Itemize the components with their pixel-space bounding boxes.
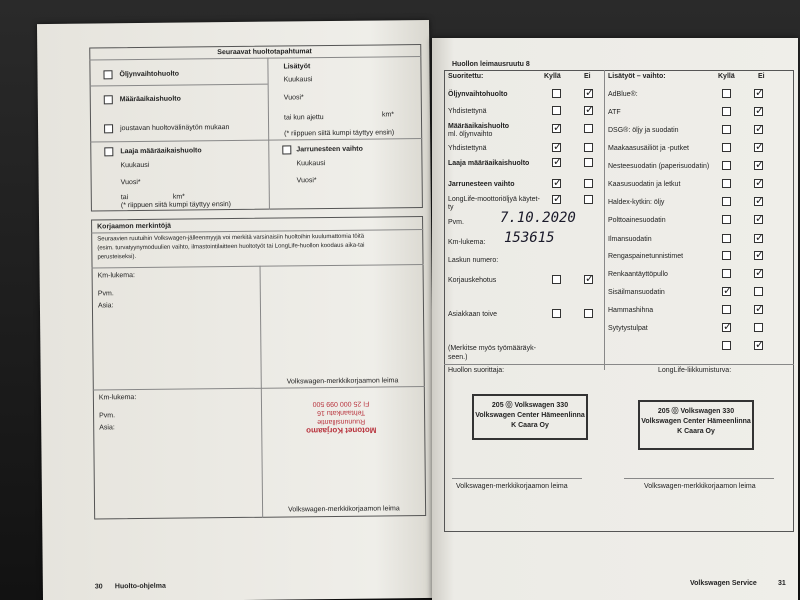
extra-row-label: Rengaspainetunnistimet bbox=[608, 253, 684, 260]
yes-header: Kyllä bbox=[544, 73, 561, 80]
extra-yes-checkbox[interactable] bbox=[722, 323, 731, 332]
vw-logo-icon: ⓪ bbox=[671, 408, 679, 415]
periodic-sub-label: ml. öljynvaihto bbox=[448, 131, 493, 138]
extra-no-checkbox[interactable] bbox=[754, 161, 763, 170]
flex-interval-label: joustavan huoltovälinäytön mukaan bbox=[120, 124, 230, 133]
footer-title-right: Volkswagen Service bbox=[690, 580, 757, 587]
stamp-box-title: Huollon leimausruutu 8 bbox=[452, 61, 530, 68]
extra-yes-checkbox[interactable] bbox=[722, 234, 731, 243]
extra-row-label: Polttoainesuodatin bbox=[608, 217, 666, 224]
extra-row-label: DSG®: öljy ja suodatin bbox=[608, 127, 679, 134]
red-stamp-line: FI 25 000 099 500 bbox=[312, 399, 370, 408]
page-number-right: 31 bbox=[778, 580, 786, 587]
vw-stamp-label: Volkswagen-merkkikorjaamon leima bbox=[456, 483, 568, 490]
service-yes-checkbox[interactable] bbox=[552, 158, 561, 167]
vw-stamp-label: Volkswagen-merkkikorjaamon leima bbox=[286, 377, 399, 386]
service-row-label: Yhdistettynä bbox=[448, 145, 487, 152]
repair-notes-box bbox=[91, 216, 426, 519]
whichever-note: (* riippuen siitä kumpi täyttyy ensin) bbox=[284, 129, 395, 138]
extended-label: Laaja määräaikaishuolto bbox=[120, 147, 202, 156]
extra-row-label: Hammashihna bbox=[608, 307, 654, 314]
service-row-label: Laaja määräaikaishuolto bbox=[448, 160, 530, 167]
section-title: Seuraavat huoltotapahtumat bbox=[217, 48, 312, 57]
extra-row-label: AdBlue®: bbox=[608, 91, 638, 98]
longlife-label: LongLife-moottoriöljyä käytet- bbox=[448, 196, 540, 203]
service-no-checkbox[interactable] bbox=[584, 124, 593, 133]
km-reading-label-2: Km-lukema: bbox=[98, 394, 137, 402]
date-value[interactable]: 7.10.2020 bbox=[500, 210, 576, 226]
service-no-checkbox[interactable] bbox=[584, 106, 593, 115]
repair-remark-yes-checkbox[interactable] bbox=[552, 275, 561, 284]
extra-no-checkbox[interactable] bbox=[754, 323, 763, 332]
extra-no-checkbox[interactable] bbox=[754, 143, 763, 152]
extra-yes-checkbox[interactable] bbox=[722, 197, 731, 206]
stamp-dealer: Volkswagen Center Hämeenlinna bbox=[641, 418, 751, 425]
repair-text-3: perusteiseksi). bbox=[97, 254, 137, 261]
km-reading-label: Km-lukema: bbox=[97, 272, 136, 280]
divider bbox=[452, 478, 582, 479]
performed-label: Suoritettu: bbox=[448, 73, 484, 80]
dealer-stamp-2 bbox=[638, 400, 754, 450]
stamp-brand: Volkswagen bbox=[680, 408, 721, 415]
repair-text-1: Seuraavien ruutuihin Volkswagen-jälleenmyyjä voi merkitä varsinaisiin huoltoihin kuulumattomia töitä bbox=[97, 233, 365, 243]
repair-remark-label: Korjauskehotus bbox=[448, 277, 497, 284]
vw-stamp-label-2: Volkswagen-merkkikorjaamon leima bbox=[288, 505, 400, 514]
extra-row-label: ATF bbox=[608, 109, 621, 116]
vw-stamp-label-2: Volkswagen-merkkikorjaamon leima bbox=[644, 483, 756, 490]
performed-by-label: Huollon suorittaja: bbox=[448, 367, 505, 374]
stamp-line bbox=[640, 407, 752, 417]
red-stamp-line: Tehtaankatu 16 bbox=[317, 408, 366, 417]
extra-yes-checkbox[interactable] bbox=[722, 179, 731, 188]
service-row-label: Yhdistettynä bbox=[448, 108, 487, 115]
service-row-label: Määräaikaishuolto bbox=[448, 123, 510, 130]
customer-request-no-checkbox[interactable] bbox=[584, 309, 593, 318]
no-header-2: Ei bbox=[758, 73, 765, 80]
customer-request-label: Asiakkaan toive bbox=[448, 311, 498, 318]
right-page bbox=[432, 38, 798, 600]
stamp-number: 205 bbox=[657, 408, 670, 415]
extra-yes-checkbox[interactable] bbox=[722, 107, 731, 116]
page-number-left: 30 bbox=[94, 583, 103, 591]
extended-checkbox[interactable] bbox=[104, 147, 113, 156]
red-stamp bbox=[291, 398, 391, 435]
month-label-2: Kuukausi bbox=[120, 161, 150, 170]
extra-yes-checkbox[interactable] bbox=[722, 269, 731, 278]
year-label: Vuosi* bbox=[283, 94, 304, 102]
month-label: Kuukausi bbox=[283, 76, 313, 84]
extra-yes-checkbox[interactable] bbox=[722, 305, 731, 314]
periodic-checkbox[interactable] bbox=[104, 95, 113, 104]
service-no-checkbox[interactable] bbox=[584, 143, 593, 152]
stamp-company: K Caara Oy bbox=[511, 422, 549, 429]
extra-yes-checkbox[interactable] bbox=[722, 287, 731, 296]
footer-title-left: Huolto-ohjelma bbox=[114, 582, 166, 591]
divider bbox=[604, 70, 605, 370]
stamp-company: K Caara Oy bbox=[677, 428, 715, 435]
dealer-stamp-1 bbox=[472, 394, 588, 440]
service-yes-checkbox[interactable] bbox=[552, 179, 561, 188]
extra-row-label: Maakaasusäiliöt ja -putket bbox=[608, 145, 689, 152]
date-label-2: Pvm. bbox=[99, 412, 116, 420]
extra-no-checkbox[interactable] bbox=[754, 251, 763, 260]
longlife-label-2: ty bbox=[448, 204, 454, 211]
or-km-label: tai kun ajettu bbox=[283, 114, 324, 122]
year-label-3: Vuosi* bbox=[296, 177, 317, 185]
red-stamp-line: Ruununsillantie bbox=[317, 417, 366, 426]
extra-yes-checkbox[interactable] bbox=[722, 89, 731, 98]
service-no-checkbox[interactable] bbox=[584, 89, 593, 98]
km-label: Km-lukema: bbox=[448, 239, 486, 246]
extra-no-checkbox[interactable] bbox=[754, 269, 763, 278]
stamp-number: 205 bbox=[491, 402, 504, 409]
yes-header-2: Kyllä bbox=[718, 73, 735, 80]
service-no-checkbox[interactable] bbox=[584, 179, 593, 188]
flex-interval-checkbox[interactable] bbox=[104, 124, 113, 133]
service-yes-checkbox[interactable] bbox=[552, 89, 561, 98]
extra-row-label: Kaasusuodatin ja letkut bbox=[608, 181, 681, 188]
longlife-no-checkbox[interactable] bbox=[584, 195, 593, 204]
extra-no-checkbox[interactable] bbox=[754, 341, 763, 350]
service-yes-checkbox[interactable] bbox=[552, 124, 561, 133]
service-yes-checkbox[interactable] bbox=[552, 143, 561, 152]
vw-logo-icon: ⓪ bbox=[505, 402, 513, 409]
extra-no-checkbox[interactable] bbox=[754, 234, 763, 243]
extra-row-label: Nesteesuodatin (paperisuodatin) bbox=[608, 163, 710, 170]
extra-works-header: Lisätyöt – vaihto: bbox=[608, 73, 666, 80]
stamp-box bbox=[444, 70, 794, 532]
periodic-label: Määräaikaishuolto bbox=[119, 95, 181, 104]
extra-no-checkbox[interactable] bbox=[754, 305, 763, 314]
note-line-2: seen.) bbox=[448, 354, 468, 361]
service-no-checkbox[interactable] bbox=[584, 158, 593, 167]
stamp-number-2: 330 bbox=[722, 408, 735, 415]
note-line-1: (Merkitse myös työmääräyk- bbox=[448, 345, 536, 352]
km-value[interactable]: 153615 bbox=[504, 230, 555, 246]
extra-yes-checkbox[interactable] bbox=[722, 341, 731, 350]
extra-no-checkbox[interactable] bbox=[754, 179, 763, 188]
km-unit: km* bbox=[381, 111, 395, 119]
extra-no-checkbox[interactable] bbox=[754, 125, 763, 134]
stamp-brand: Volkswagen bbox=[514, 402, 555, 409]
repair-remark-no-checkbox[interactable] bbox=[584, 275, 593, 284]
stamp-line bbox=[474, 401, 586, 411]
repair-text-2: (esim. turvatyynymoduulien vaihto, ilmastointilaitteen huoltotyöt tai LongLife-huollon koodaus aika-tai bbox=[97, 242, 365, 252]
brake-fluid-checkbox[interactable] bbox=[282, 145, 291, 154]
stamp-dealer: Volkswagen Center Hämeenlinna bbox=[475, 412, 585, 419]
service-yes-checkbox[interactable] bbox=[552, 106, 561, 115]
extra-no-checkbox[interactable] bbox=[754, 89, 763, 98]
repair-title: Korjaamon merkintöjä bbox=[97, 222, 172, 231]
longlife-interval-label: LongLife-liikkumisturva: bbox=[658, 367, 732, 374]
date-label: Pvm. bbox=[448, 219, 464, 226]
longlife-yes-checkbox[interactable] bbox=[552, 195, 561, 204]
red-stamp-line: Motonet Korjaamo bbox=[306, 425, 377, 436]
extra-yes-checkbox[interactable] bbox=[722, 161, 731, 170]
extra-row-label: Sisäilmansuodatin bbox=[608, 289, 665, 296]
year-label-2: Vuosi* bbox=[120, 178, 141, 187]
km-unit-2: km* bbox=[172, 193, 185, 201]
no-header: Ei bbox=[584, 73, 591, 80]
extra-no-checkbox[interactable] bbox=[754, 197, 763, 206]
oil-change-label: Öljynvaihtohuolto bbox=[119, 70, 180, 79]
extra-no-checkbox[interactable] bbox=[754, 215, 763, 224]
extra-yes-checkbox[interactable] bbox=[722, 125, 731, 134]
or-label-2: tai bbox=[120, 194, 129, 202]
subject-label-2: Asia: bbox=[99, 424, 115, 432]
subject-label: Asia: bbox=[97, 302, 114, 310]
extra-row-label: Haldex-kytkin: öljy bbox=[608, 199, 665, 206]
invoice-label: Laskun numero: bbox=[448, 257, 499, 264]
service-row-label: Jarrunesteen vaihto bbox=[448, 181, 515, 188]
customer-request-yes-checkbox[interactable] bbox=[552, 309, 561, 318]
extra-row-label: Ilmansuodatin bbox=[608, 236, 652, 243]
divider bbox=[444, 364, 794, 365]
extra-yes-checkbox[interactable] bbox=[722, 143, 731, 152]
extra-row-label: Renkaantäyttöpullo bbox=[608, 271, 668, 278]
extra-yes-checkbox[interactable] bbox=[722, 215, 731, 224]
extra-works-label: Lisätyöt bbox=[283, 63, 311, 71]
date-label: Pvm. bbox=[97, 290, 114, 298]
extra-row-label: Sytytystulpat bbox=[608, 325, 648, 332]
extra-no-checkbox[interactable] bbox=[754, 287, 763, 296]
month-label-3: Kuukausi bbox=[296, 160, 326, 168]
oil-change-checkbox[interactable] bbox=[103, 70, 112, 79]
extra-no-checkbox[interactable] bbox=[754, 107, 763, 116]
brake-fluid-label: Jarrunesteen vaihto bbox=[296, 145, 363, 154]
whichever-note-2: (* riippuen siitä kumpi täyttyy ensin) bbox=[120, 201, 232, 210]
divider bbox=[624, 478, 774, 479]
service-row-label: Öljynvaihtohuolto bbox=[448, 91, 508, 98]
extra-yes-checkbox[interactable] bbox=[722, 251, 731, 260]
left-page bbox=[37, 20, 435, 600]
stamp-number-2: 330 bbox=[556, 402, 569, 409]
